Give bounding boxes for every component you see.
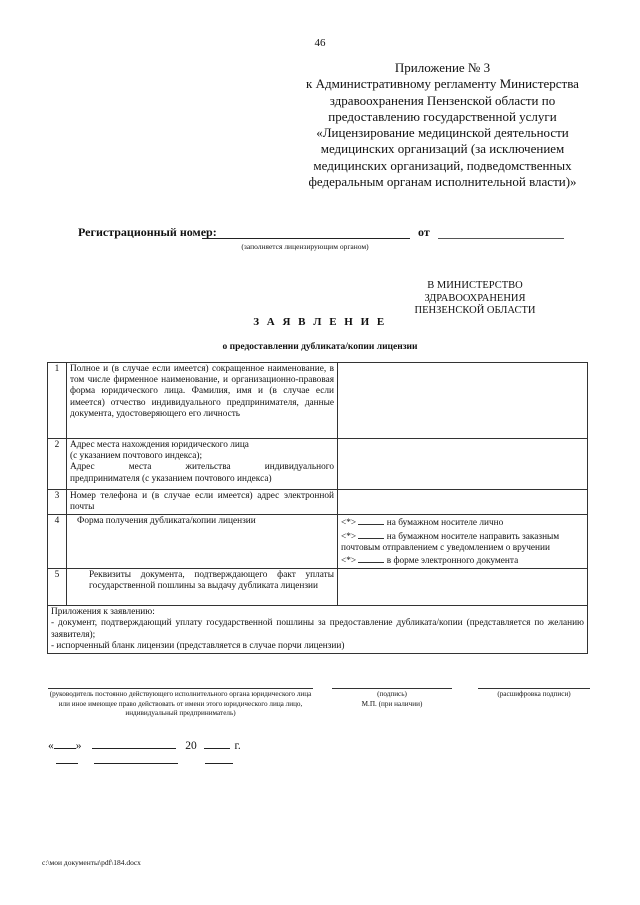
- addressee-line: ПЕНЗЕНСКОЙ ОБЛАСТИ: [414, 305, 536, 317]
- registration-date-field[interactable]: [438, 238, 564, 239]
- appendix-line: медицинских организаций, подведомственных: [313, 157, 572, 173]
- address-field[interactable]: [338, 439, 588, 490]
- document-subtitle: о предоставлении дубликата/копии лицензии: [222, 342, 418, 352]
- checkbox-blank[interactable]: [358, 554, 384, 563]
- attachment-item: - документ, подтверждающий уплату государственной пошлины за предоставление дубликата/копии (представляется по желанию заявителя);: [51, 618, 584, 640]
- appendix-line: федеральным органам исполнительной власти)»: [308, 174, 577, 190]
- page-number: 46: [314, 37, 326, 49]
- delivery-options: [338, 515, 588, 569]
- attachments: [48, 606, 588, 654]
- table-row: [48, 439, 588, 490]
- checkbox-blank[interactable]: [358, 530, 384, 539]
- attachments-heading: Приложения к заявлению:: [51, 607, 155, 618]
- row-number: 4: [48, 515, 67, 569]
- row2-line: Адрес места нахождения юридического лица: [70, 440, 249, 450]
- table-row: [48, 363, 588, 439]
- row-label: Номер телефона и (в случае если имеется) адрес электронной почты: [67, 490, 338, 515]
- appendix-line: «Лицензирование медицинской деятельности: [316, 125, 569, 141]
- row-number: 3: [48, 490, 67, 515]
- registration-note: (заполняется лицензирующим органом): [241, 242, 369, 251]
- addressee: [385, 280, 565, 318]
- addressee-line: В МИНИСТЕРСТВО: [427, 280, 523, 291]
- stamp-caption: М.П. (при наличии): [361, 700, 423, 708]
- date-open-quote: «: [48, 740, 54, 752]
- payment-details-field[interactable]: [338, 569, 588, 606]
- appendix-line: медицинских организаций (за исключением: [320, 141, 565, 157]
- addressee-line: ЗДРАВООХРАНЕНИЯ: [424, 292, 526, 304]
- file-path: c:\мои документы\pdf\184.docx: [42, 858, 141, 867]
- row-number: 2: [48, 439, 67, 490]
- signature-line[interactable]: [332, 688, 452, 689]
- application-form-table: [47, 362, 588, 654]
- checkbox-blank[interactable]: [358, 516, 384, 525]
- table-row: [48, 490, 588, 515]
- head-caption: (руководитель постоянно действующего исполнительного органа юридического лица или иное имеющее право действовать от имени этого юридического лица лицо, индивидуальный предприниматель): [49, 690, 312, 717]
- date-underline: [94, 763, 178, 764]
- row-number: 1: [48, 363, 67, 439]
- row-number: 5: [48, 569, 67, 606]
- table-row: [48, 515, 588, 569]
- attachments-row: [48, 606, 588, 654]
- appendix-line: здравоохранения Пензенской области по: [329, 92, 556, 108]
- contact-field[interactable]: [338, 490, 588, 515]
- date-underline: [205, 763, 233, 764]
- row-label: Реквизиты документа, подтверждающего факт уплаты государственной пошлины за выдачу дубликата лицензии: [67, 569, 338, 606]
- year-field[interactable]: [204, 738, 230, 749]
- year-suffix: г.: [234, 740, 241, 752]
- head-signature-line[interactable]: [48, 688, 313, 689]
- decode-caption: (расшифровка подписи): [497, 690, 571, 698]
- decode-signature-line[interactable]: [478, 688, 590, 689]
- appendix-line: Приложение № 3: [394, 60, 491, 75]
- appendix-line: к Административному регламенту Министерства: [306, 76, 579, 92]
- date-close-quote: »: [75, 740, 82, 752]
- row2-line: Адрес места жительства индивидуального: [70, 462, 334, 473]
- delivery-option-electronic[interactable]: <*> в форме электронного документа: [341, 556, 519, 567]
- appendix-line: предоставлению государственной услуги: [328, 108, 557, 124]
- appendix-header: [270, 60, 615, 190]
- registration-number-field[interactable]: [202, 238, 410, 239]
- table-row: [48, 569, 588, 606]
- date-row: [48, 738, 241, 752]
- delivery-option-mail[interactable]: <*> на бумажном носителе направить заказным почтовым отправлением с уведомлением о вручении: [341, 531, 560, 553]
- year-prefix: 20: [185, 740, 197, 752]
- day-field[interactable]: [54, 738, 76, 749]
- row2-line: (с указанием почтового индекса);: [70, 451, 203, 462]
- row-label: Форма получения дубликата/копии лицензии: [67, 515, 338, 569]
- attachment-item: - испорченный бланк лицензии (представляется в случае порчи лицензии): [51, 640, 345, 651]
- month-field[interactable]: [92, 738, 176, 749]
- document-title: З А Я В Л Е Н И Е: [253, 316, 387, 328]
- registration-number-label: Регистрационный номер:: [78, 225, 217, 239]
- row-label: [67, 439, 338, 490]
- signature-caption: (подпись): [377, 690, 407, 698]
- applicant-name-field[interactable]: [338, 363, 588, 439]
- date-underline: [56, 763, 78, 764]
- row2-line: предпринимателя (с указанием почтового индекса): [70, 473, 272, 484]
- row-label: Полное и (в случае если имеется) сокращенное наименование, в том числе фирменное наименование, и организационно-правовая форма юридического лица. Фамилия, имя и (в случае если имеется) отчество индивидуального предпринимателя, данные документа, удостоверяющего его личность: [67, 363, 338, 439]
- registration-date-label: от: [418, 225, 430, 239]
- delivery-option-personal[interactable]: <*> на бумажном носителе лично: [341, 518, 504, 529]
